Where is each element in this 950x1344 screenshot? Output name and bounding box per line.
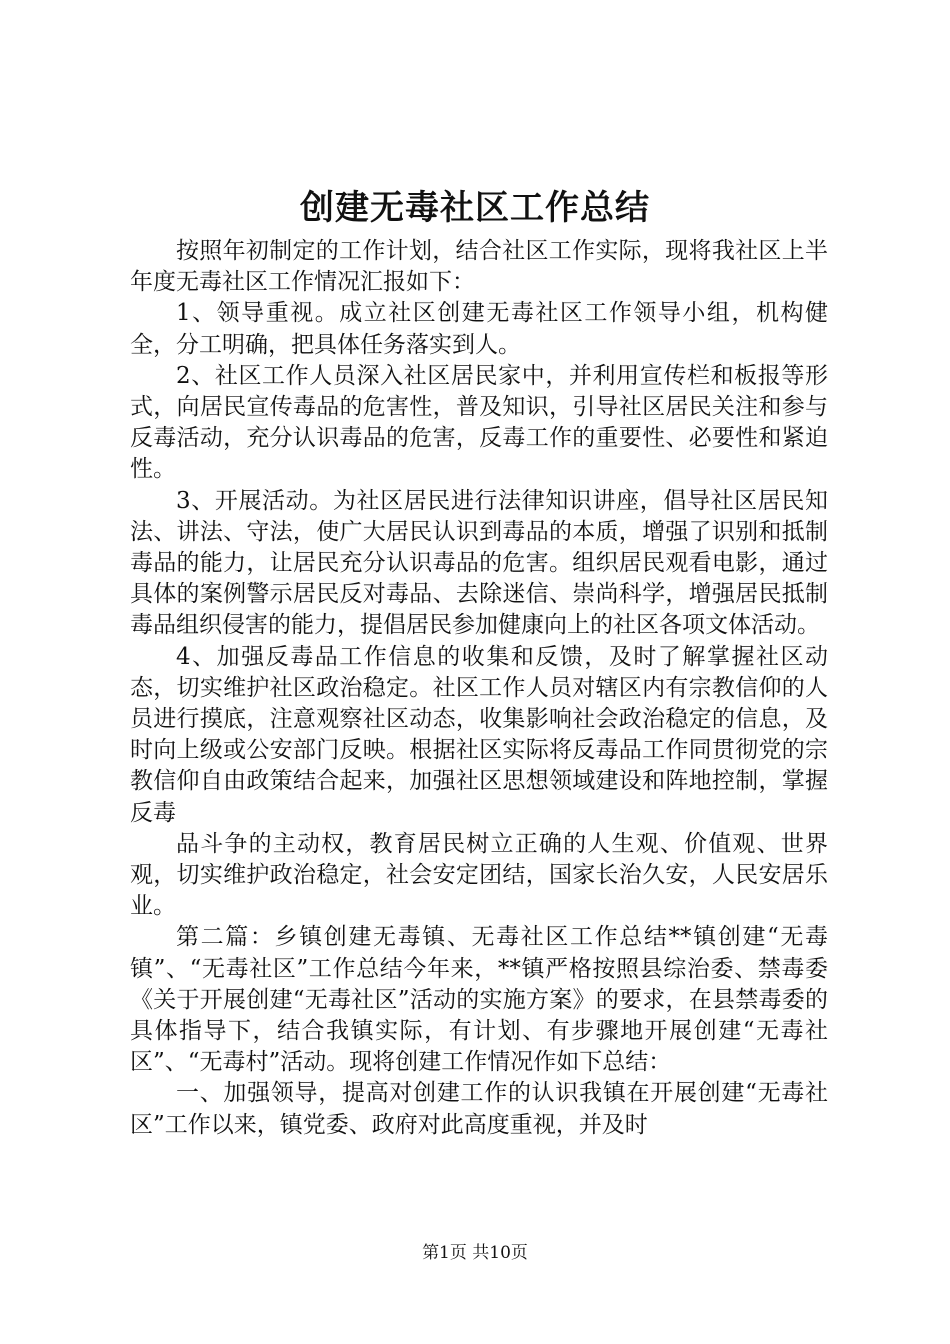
paragraph-intro: 按照年初制定的工作计划，结合社区工作实际，现将我社区上半年度无毒社区工作情况汇报如下：: [130, 238, 828, 296]
paragraph-continuation: 品斗争的主动权，教育居民树立正确的人生观、价值观、世界观，切实维护政治稳定，社会安定团结，国家长治久安，人民安居乐业。: [130, 830, 828, 920]
paragraph-part-two: 第二篇：乡镇创建无毒镇、无毒社区工作总结**镇创建“无毒镇”、“无毒社区”工作总结今年来，**镇严格按照县综治委、禁毒委《关于开展创建“无毒社区”活动的实施方案》的要求，在县禁毒委的具体指导下，结合我镇实际，有计划、有步骤地开展创建“无毒社区”、“无毒村”活动。现将创建工作情况作如下总结：: [130, 924, 828, 1076]
document-title: 创建无毒社区工作总结: [300, 188, 650, 228]
page-number: 第1页 共10页: [422, 1243, 528, 1263]
document-body: [130, 236, 828, 1141]
paragraph-item-1: 1、领导重视。成立社区创建无毒社区工作领导小组，机构健全，分工明确，把具体任务落实到人。: [130, 300, 828, 358]
paragraph-item-4: 4、加强反毒品工作信息的收集和反馈，及时了解掌握社区动态，切实维护社区政治稳定。社区工作人员对辖区内有宗教信仰的人员进行摸底，注意观察社区动态，收集影响社会政治稳定的信息，及时向上级或公安部门反映。根据社区实际将反毒品工作同贯彻党的宗教信仰自由政策结合起来，加强社区思想领域建设和阵地控制，掌握反毒: [130, 643, 828, 826]
paragraph-item-3: 3、开展活动。为社区居民进行法律知识讲座，倡导社区居民知法、讲法、守法，使广大居民认识到毒品的本质，增强了识别和抵制毒品的能力，让居民充分认识毒品的危害。组织居民观看电影，通过具体的案例警示居民反对毒品、去除迷信、崇尚科学，增强居民抵制毒品组织侵害的能力，提倡居民参加健康向上的社区各项文体活动。: [130, 487, 828, 639]
paragraph-item-2: 2、社区工作人员深入社区居民家中，并利用宣传栏和板报等形式，向居民宣传毒品的危害性，普及知识，引导社区居民关注和参与反毒活动，充分认识毒品的危害，反毒工作的重要性、必要性和紧迫性。: [130, 362, 828, 483]
paragraph-section-one: 一、加强领导，提高对创建工作的认识我镇在开展创建“无毒社区”工作以来，镇党委、政府对此高度重视，并及时: [130, 1080, 828, 1138]
